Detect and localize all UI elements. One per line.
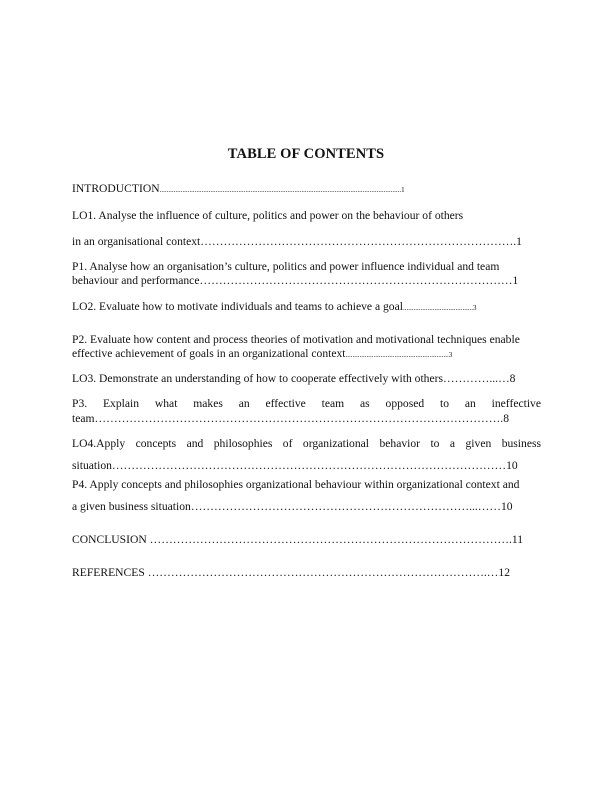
toc-entry-text: LO3. Demonstrate an understanding of how to cooperate effectively with others…………...…8: [72, 372, 516, 385]
toc-entry-lo4-cont[interactable]: [72, 459, 541, 473]
toc-leader-page: ...........................................................3: [345, 351, 453, 359]
toc-entry-text: LO2. Evaluate how to motivate individuals and teams to achieve a goal: [72, 300, 403, 313]
toc-entry-lo2[interactable]: [72, 300, 541, 315]
toc-entry-p1-cont[interactable]: [72, 274, 541, 288]
toc-leader-page: ........................................3: [402, 304, 477, 312]
toc-title: TABLE OF CONTENTS: [227, 146, 385, 162]
toc-entry-p3-cont[interactable]: [72, 412, 541, 426]
toc-leader-page: ..........................................................................................................................................1: [159, 186, 405, 194]
toc-entry-text: P3. Explain what makes an effective team as opposed to an ineffective: [72, 397, 541, 410]
toc-entry-p2-cont[interactable]: [72, 347, 541, 362]
toc-entry-text: REFERENCES …………………………………………………………………………….…12: [72, 566, 510, 579]
toc-entry-references[interactable]: [72, 566, 541, 580]
toc-entry-lo4[interactable]: [72, 437, 541, 451]
toc-entry-text: P1. Analyse how an organisation’s culture, politics and power influence individual and team: [72, 260, 500, 273]
toc-entry-lo1-cont[interactable]: [72, 235, 541, 249]
toc-entry-text: P4. Apply concepts and philosophies organizational behaviour within organizational context and: [72, 478, 520, 491]
toc-entry-text: effective achievement of goals in an organizational context: [72, 347, 346, 360]
toc-entry-p4[interactable]: [72, 478, 541, 492]
toc-entry-p1[interactable]: [72, 260, 541, 274]
toc-entry-text: a given business situation………………………………………………………………...……10: [72, 500, 513, 513]
toc-entry-text: situation…………………………………………………………………………………………10: [72, 459, 518, 472]
toc-entry-text: team…………………………………………………………………………………………….8: [72, 412, 510, 425]
toc-entry-lo1[interactable]: [72, 209, 541, 223]
toc-entry-text: LO4.Apply concepts and philosophies of organizational behavior to a given business: [72, 437, 541, 450]
toc-entry-p2[interactable]: [72, 333, 541, 347]
toc-entry-text: LO1. Analyse the influence of culture, politics and power on the behaviour of others: [72, 209, 464, 222]
toc-entry-text: INTRODUCTION: [72, 182, 160, 195]
toc-entry-conclusion[interactable]: [72, 533, 541, 547]
toc-entry-text: CONCLUSION ………………………………………………………………………………….11: [72, 533, 524, 546]
toc-entry-text: P2. Evaluate how content and process theories of motivation and motivational techniques enable: [72, 333, 520, 346]
toc-entry-lo3[interactable]: [72, 372, 541, 386]
toc-entry-p4-cont[interactable]: [72, 500, 541, 514]
toc-entry-text: in an organisational context……………………………………………………………………….1: [72, 235, 522, 248]
toc-entry-p3[interactable]: [72, 397, 541, 411]
toc-entry-text: behaviour and performance………………………………………………………………………1: [72, 274, 519, 287]
toc-entry-introduction[interactable]: [72, 182, 541, 197]
